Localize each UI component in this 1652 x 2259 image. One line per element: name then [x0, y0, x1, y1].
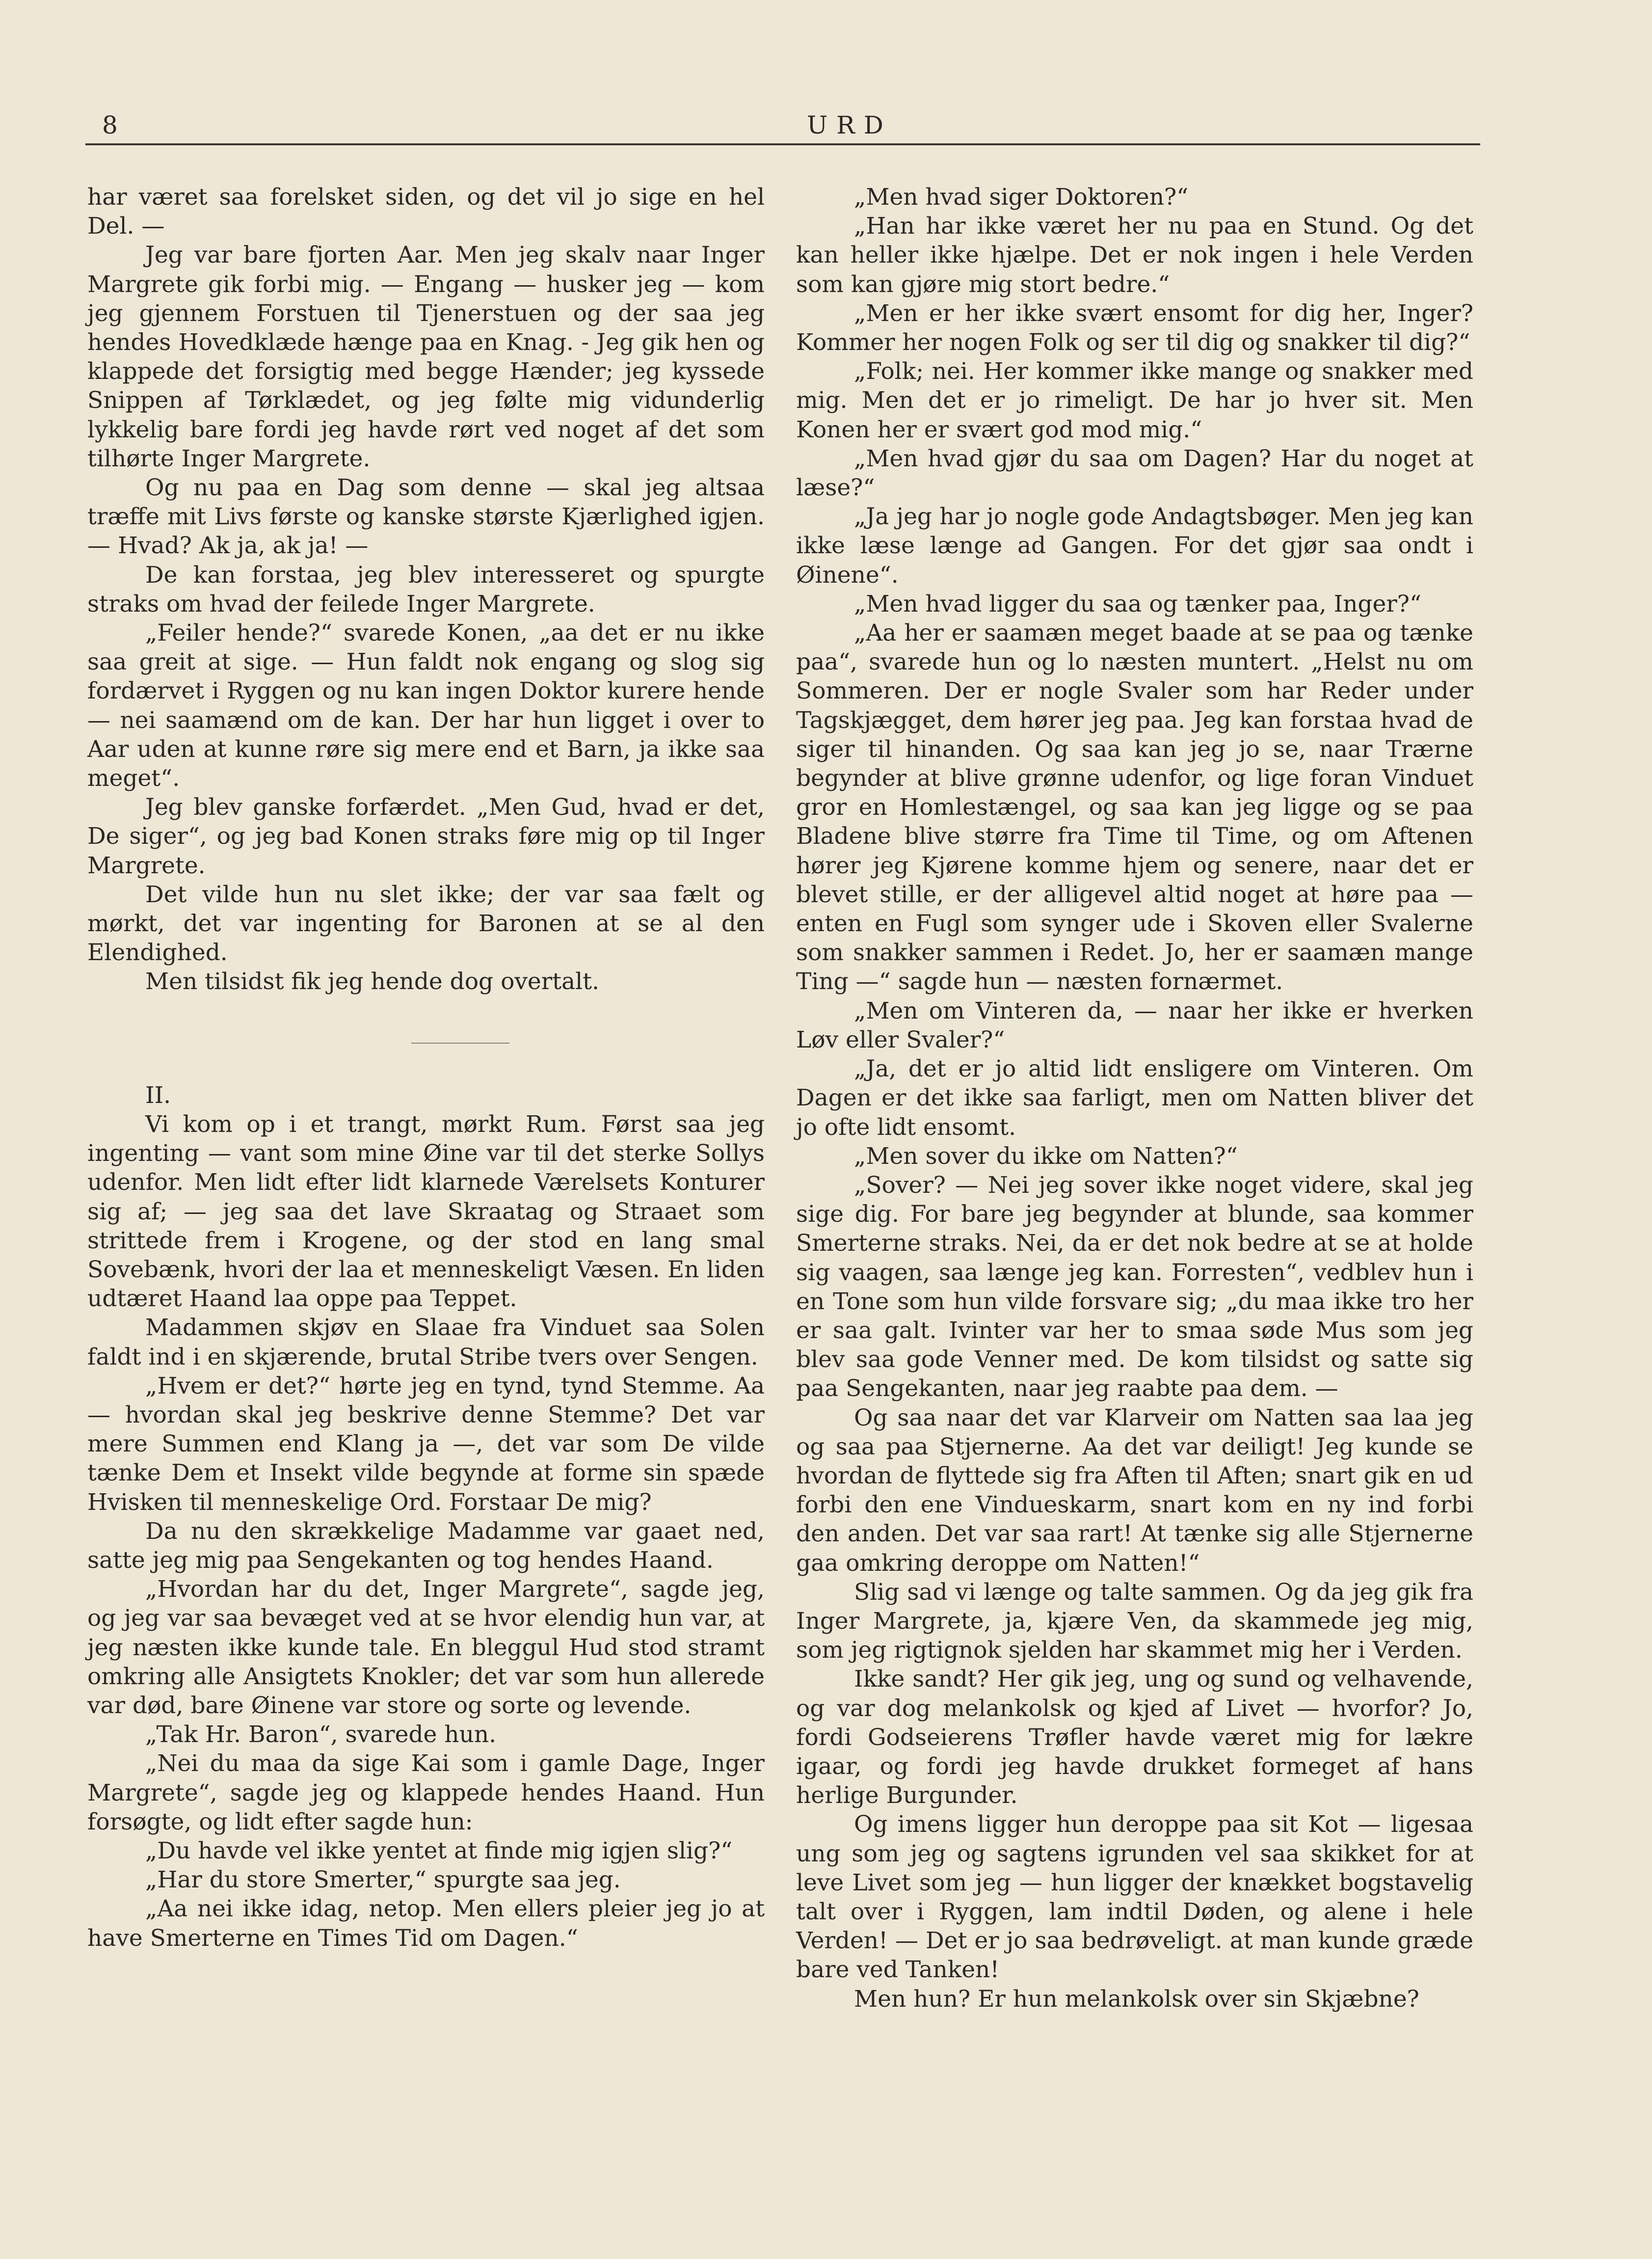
section-divider: [411, 1043, 509, 1044]
paragraph: „Tak Hr. Baron“, svarede hun.: [145, 1721, 497, 1748]
page-number: 8: [102, 111, 119, 139]
paragraph: „Har du store Smerter,“ spurgte saa jeg.: [145, 1866, 621, 1894]
paragraph: „Aa nei ikke idag, netop. Men ellers pleier jeg jo at have Smerterne en Times Tid om Dagen.“: [87, 1895, 765, 1952]
left-column: [87, 183, 765, 1953]
paragraph: Men hun? Er hun melankolsk over sin Skjæbne?: [854, 1985, 1419, 2013]
paragraph: Slig sad vi længe og talte sammen. Og da jeg gik fra Inger Margrete, ja, kjære Ven, da skammede jeg mig, som jeg rigtignok sjelden har skammet mig her i Verden.: [796, 1578, 1473, 1664]
paragraph: Og saa naar det var Klarveir om Natten saa laa jeg og saa paa Stjernerne. Aa det var deiligt! Jeg kunde se hvordan de flyttede sig fra Aften til Aften; snart gik en ud forbi den ene Vindueskarm, snart kom en ny ind forbi den anden. Det var saa rart! At tænke sig alle Stjernerne gaa omkring deroppe om Natten!“: [796, 1404, 1473, 1577]
paragraph: De kan forstaa, jeg blev interesseret og spurgte straks om hvad der feilede Inger Margrete.: [87, 561, 765, 618]
paragraph: har været saa forelsket siden, og det vil jo sige en hel Del. —: [87, 184, 765, 240]
paragraph: Jeg blev ganske forfærdet. „Men Gud, hvad er det, De siger“, og jeg bad Konen straks føre mig op til Inger Margrete.: [87, 794, 765, 879]
paragraph: „Men om Vinteren da, — naar her ikke er hverken Løv eller Svaler?“: [796, 997, 1473, 1053]
paragraph: Da nu den skrækkelige Madamme var gaaet ned, satte jeg mig paa Sengekanten og tog hendes Haand.: [87, 1517, 765, 1574]
right-column: [796, 183, 1473, 2014]
paragraph: Ikke sandt? Her gik jeg, ung og sund og velhavende, og var dog melankolsk og kjed af Livet — hvorfor? Jo, fordi Godseierens Trøfler havde været mig for lækre igaar, og fordi jeg havde drukket formeget af hans herlige Burgunder.: [796, 1666, 1473, 1809]
page-header: [85, 111, 1480, 145]
paragraph: Jeg var bare fjorten Aar. Men jeg skalv naar Inger Margrete gik forbi mig. — Engang — husker jeg — kom jeg gjennem Forstuen til Tjenerstuen og der saa jeg hendes Hovedklæde hænge paa en Knag. - Jeg gik hen og klappede det forsigtig med begge Hænder; jeg kyssede Snippen af Tørklædet, og jeg følte mig vidunderlig lykkelig bare fordi jeg havde rørt ved noget af det som tilhørte Inger Margrete.: [87, 242, 765, 472]
paragraph: „Hvordan har du det, Inger Margrete“, sagde jeg, og jeg var saa bevæget ved at se hvor elendig hun var, at jeg næsten ikke kunde tale. En bleggul Hud stod stramt omkring alle Ansigtets Knokler; det var som hun allerede var død, bare Øinene var store og sorte og levende.: [87, 1576, 765, 1719]
paragraph: „Du havde vel ikke yentet at finde mig igjen slig?“: [145, 1837, 733, 1864]
paragraph: Og imens ligger hun deroppe paa sit Kot — ligesaa ung som jeg og sagtens igrunden vel saa skikket for at leve Livet som jeg — hun ligger der knækket bogstavelig talt over i Ryggen, lam indtil Døden, og alene i hele Verden! — Det er jo saa bedrøveligt. at man kunde græde bare ved Tanken!: [796, 1811, 1473, 1984]
paragraph: Og nu paa en Dag som denne — skal jeg altsaa træffe mit Livs første og kanske største Kjærlighed igjen. — Hvad? Ak ja, ak ja! —: [87, 474, 765, 560]
paragraph: „Sover? — Nei jeg sover ikke noget videre, skal jeg sige dig. For bare jeg begynder at blunde, saa kommer Smerterne straks. Nei, da er det nok bedre at se at holde sig vaagen, saa længe jeg kan. Forresten“, vedblev hun i en Tone som hun vilde forsvare sig; „du maa ikke tro her er saa galt. Ivinter var her to smaa søde Mus som jeg blev saa gode Venner med. De kom tilsidst og satte sig paa Sengekanten, naar jeg raabte paa dem. —: [796, 1171, 1473, 1402]
paragraph: „Ja, det er jo altid lidt ensligere om Vinteren. Om Dagen er det ikke saa farligt, men om Natten bliver det jo ofte lidt ensomt.: [796, 1055, 1473, 1141]
section-heading: II.: [145, 1081, 171, 1109]
paragraph: „Feiler hende?“ svarede Konen, „aa det er nu ikke saa greit at sige. — Hun faldt nok engang og slog sig fordærvet i Ryggen og nu kan ingen Doktor kurere hende — nei saamænd om de kan. Der har hun ligget i over to Aar uden at kunne røre sig mere end et Barn, ja ikke saa meget“.: [87, 619, 765, 792]
paragraph: „Men sover du ikke om Natten?“: [854, 1142, 1238, 1170]
paragraph: „Men hvad ligger du saa og tænker paa, Inger?“: [854, 590, 1422, 618]
paragraph: Madammen skjøv en Slaae fra Vinduet saa Solen faldt ind i en skjærende, brutal Stribe tvers over Sengen.: [87, 1314, 765, 1371]
paragraph: „Men hvad siger Doktoren?“: [854, 184, 1189, 211]
paragraph: „Han har ikke været her nu paa en Stund. Og det kan heller ikke hjælpe. Det er nok ingen i hele Verden som kan gjøre mig stort bedre.“: [796, 213, 1473, 298]
paragraph: „Nei du maa da sige Kai som i gamle Dage, Inger Margrete“, sagde jeg og klappede hendes Haand. Hun forsøgte, og lidt efter sagde hun:: [87, 1750, 765, 1835]
paragraph: „Men hvad gjør du saa om Dagen? Har du noget at læse?“: [796, 445, 1473, 502]
header-rule: [85, 143, 1480, 145]
paragraph: „Men er her ikke svært ensomt for dig her, Inger? Kommer her nogen Folk og ser til dig og snakker til dig?“: [796, 299, 1473, 356]
paragraph: „Folk; nei. Her kommer ikke mange og snakker med mig. Men det er jo rimeligt. De har jo hver sit. Men Konen her er svært god mod mig.“: [796, 358, 1473, 443]
paragraph: Det vilde hun nu slet ikke; der var saa fælt og mørkt, det var ingenting for Baronen at se al den Elendighed.: [87, 881, 765, 967]
paragraph: „Aa her er saamæn meget baade at se paa og tænke paa“, svarede hun og lo næsten muntert. „Helst nu om Sommeren. Der er nogle Svaler som har Reder under Tagskjægget, dem hører jeg paa. Jeg kan forstaa hvad de siger til hinanden. Og saa kan jeg jo se, naar Trærne begynder at blive grønne udenfor, og lige foran Vinduet gror en Homlestængel, og saa kan jeg ligge og se paa Bladene blive større fra Time til Time, og om Aftenen hører jeg Kjørene komme hjem og senere, naar det er blevet stille, er der alligevel altid noget at høre paa — enten en Fugl som synger ude i Skoven eller Svalerne som snakker sammen i Redet. Jo, her er saamæn mange Ting —“ sagde hun — næsten fornærmet.: [796, 619, 1473, 995]
paragraph: „Ja jeg har jo nogle gode Andagtsbøger. Men jeg kan ikke læse længe ad Gangen. For det gjør saa ondt i Øinene“.: [796, 503, 1473, 589]
paragraph: Men tilsidst fik jeg hende dog overtalt.: [145, 968, 599, 995]
paragraph: „Hvem er det?“ hørte jeg en tynd, tynd Stemme. Aa — hvordan skal jeg beskrive denne Stemme? Det var mere Summen end Klang ja —, det var som De vilde tænke Dem et Insekt vilde begynde at forme sin spæde Hvisken til menneskelige Ord. Forstaar De mig?: [87, 1372, 765, 1516]
journal-title: URD: [807, 111, 892, 139]
paragraph: Vi kom op i et trangt, mørkt Rum. Først saa jeg ingenting — vant som mine Øine var til det sterke Sollys udenfor. Men lidt efter lidt klarnede Værelsets Konturer sig af; — jeg saa det lave Skraatag og Straaet som strittede frem i Krogene, og der stod en lang smal Sovebænk, hvori der laa et menneskeligt Væsen. En liden udtæret Haand laa oppe paa Teppet.: [87, 1110, 765, 1313]
